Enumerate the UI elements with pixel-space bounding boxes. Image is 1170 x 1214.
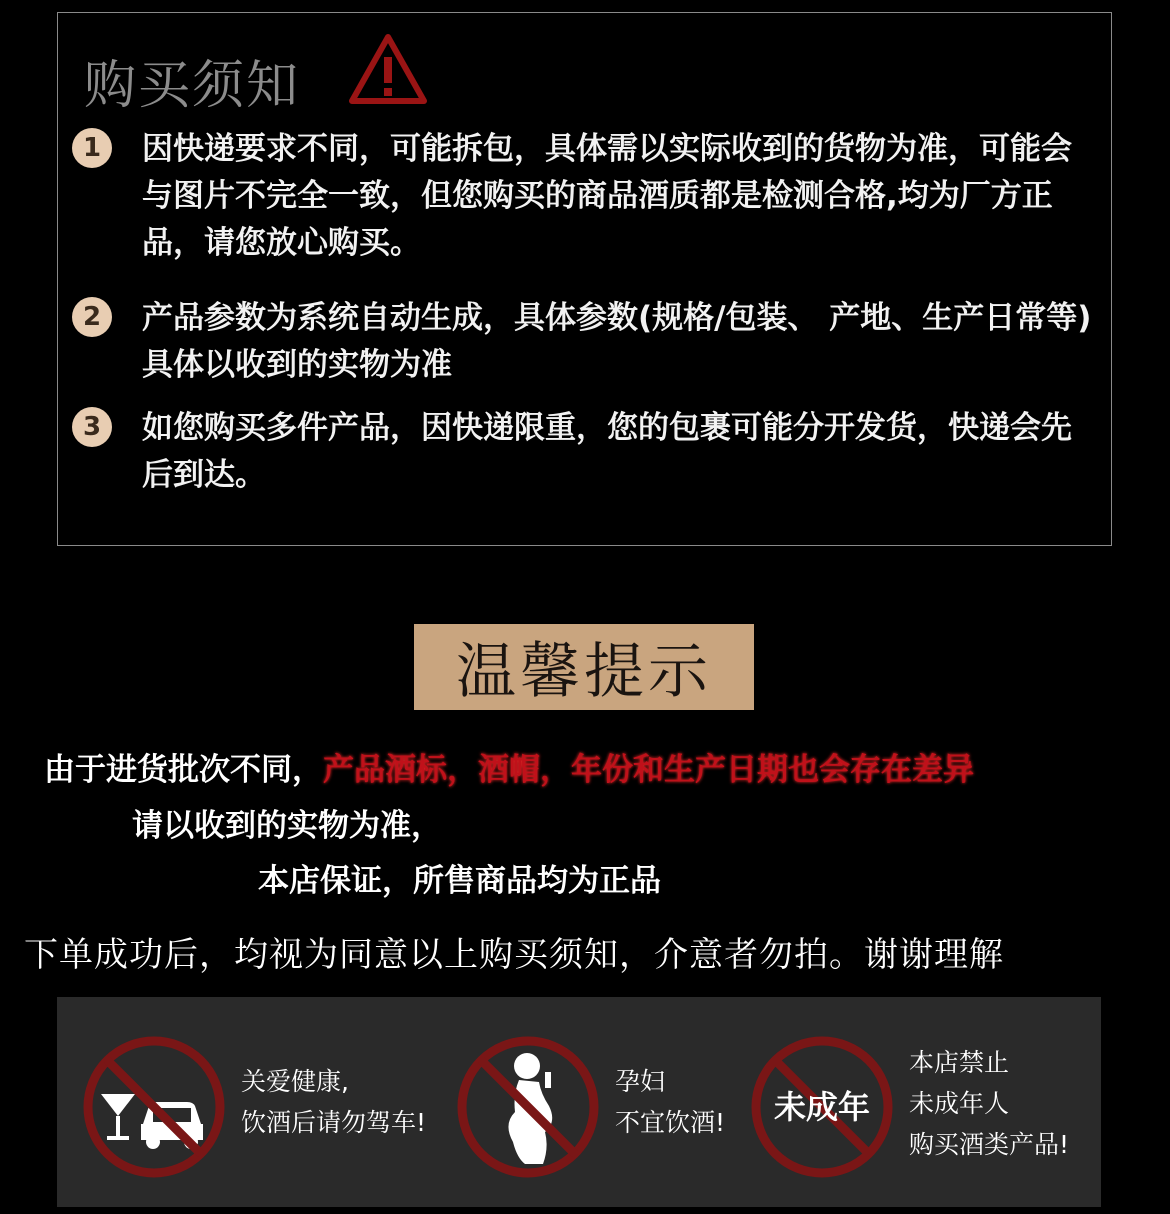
tip-line-2: 请以收到的实物为准， (132, 808, 442, 844)
warning-line: 本店禁止 (909, 1048, 1010, 1077)
warning-text-1 (241, 1061, 426, 1143)
notice-item-text: 因快递要求不同，可能拆包，具体需以实际收到的货物为准，可能会与图片不完全一致，但您购买的商品酒质都是检测合格,均为厂方正品，请您放心购买。 (142, 131, 1072, 261)
warning-panel (57, 997, 1101, 1207)
warning-icon (348, 33, 428, 105)
warning-line: 未成年人 (909, 1089, 1010, 1118)
no-minors-icon (747, 1032, 897, 1182)
notice-item-text: 如您购买多件产品，因快递限重，您的包裹可能分开发货，快递会先后到达。 (142, 410, 1072, 493)
notice-title: 购买须知 (84, 56, 301, 116)
tip-banner (414, 624, 754, 710)
tip-line-3: 本店保证，所售商品均为正品 (258, 863, 661, 899)
number-badge: 2 (72, 297, 112, 337)
tip-line-1 (44, 744, 974, 789)
no-drink-driving-icon (79, 1032, 229, 1182)
warning-line: 购买酒类产品! (909, 1130, 1070, 1159)
tip-line-1-red: 产品酒标，酒帽，年份和生产日期也会存在差异 (323, 752, 974, 788)
tip-banner-title: 温馨提示 (456, 637, 712, 707)
warning-text-3 (909, 1042, 1069, 1165)
purchase-notice-box (57, 12, 1112, 546)
notice-item-1 (72, 126, 1102, 276)
notice-item-3 (72, 405, 1102, 505)
number-badge: 3 (72, 407, 112, 447)
warning-line: 孕妇 (615, 1067, 666, 1096)
warning-line: 不宜饮酒! (615, 1108, 726, 1137)
no-minors-badge-text: 未成年 (773, 1088, 871, 1126)
tip-line-1-white: 由于进货批次不同， (44, 752, 323, 788)
tip-line-4: 下单成功后，均视为同意以上购买须知，介意者勿拍。谢谢理解 (24, 935, 1004, 975)
no-pregnant-drinking-icon (453, 1032, 603, 1182)
warning-text-2 (615, 1061, 725, 1143)
warning-line: 饮酒后请勿驾车! (241, 1108, 427, 1137)
number-badge: 1 (72, 128, 112, 168)
warning-line: 关爱健康, (241, 1067, 349, 1096)
notice-item-text: 产品参数为系统自动生成，具体参数(规格/包装、 产地、生产日常等)具体以收到的实物为准 (142, 300, 1092, 383)
notice-item-2 (72, 295, 1102, 395)
